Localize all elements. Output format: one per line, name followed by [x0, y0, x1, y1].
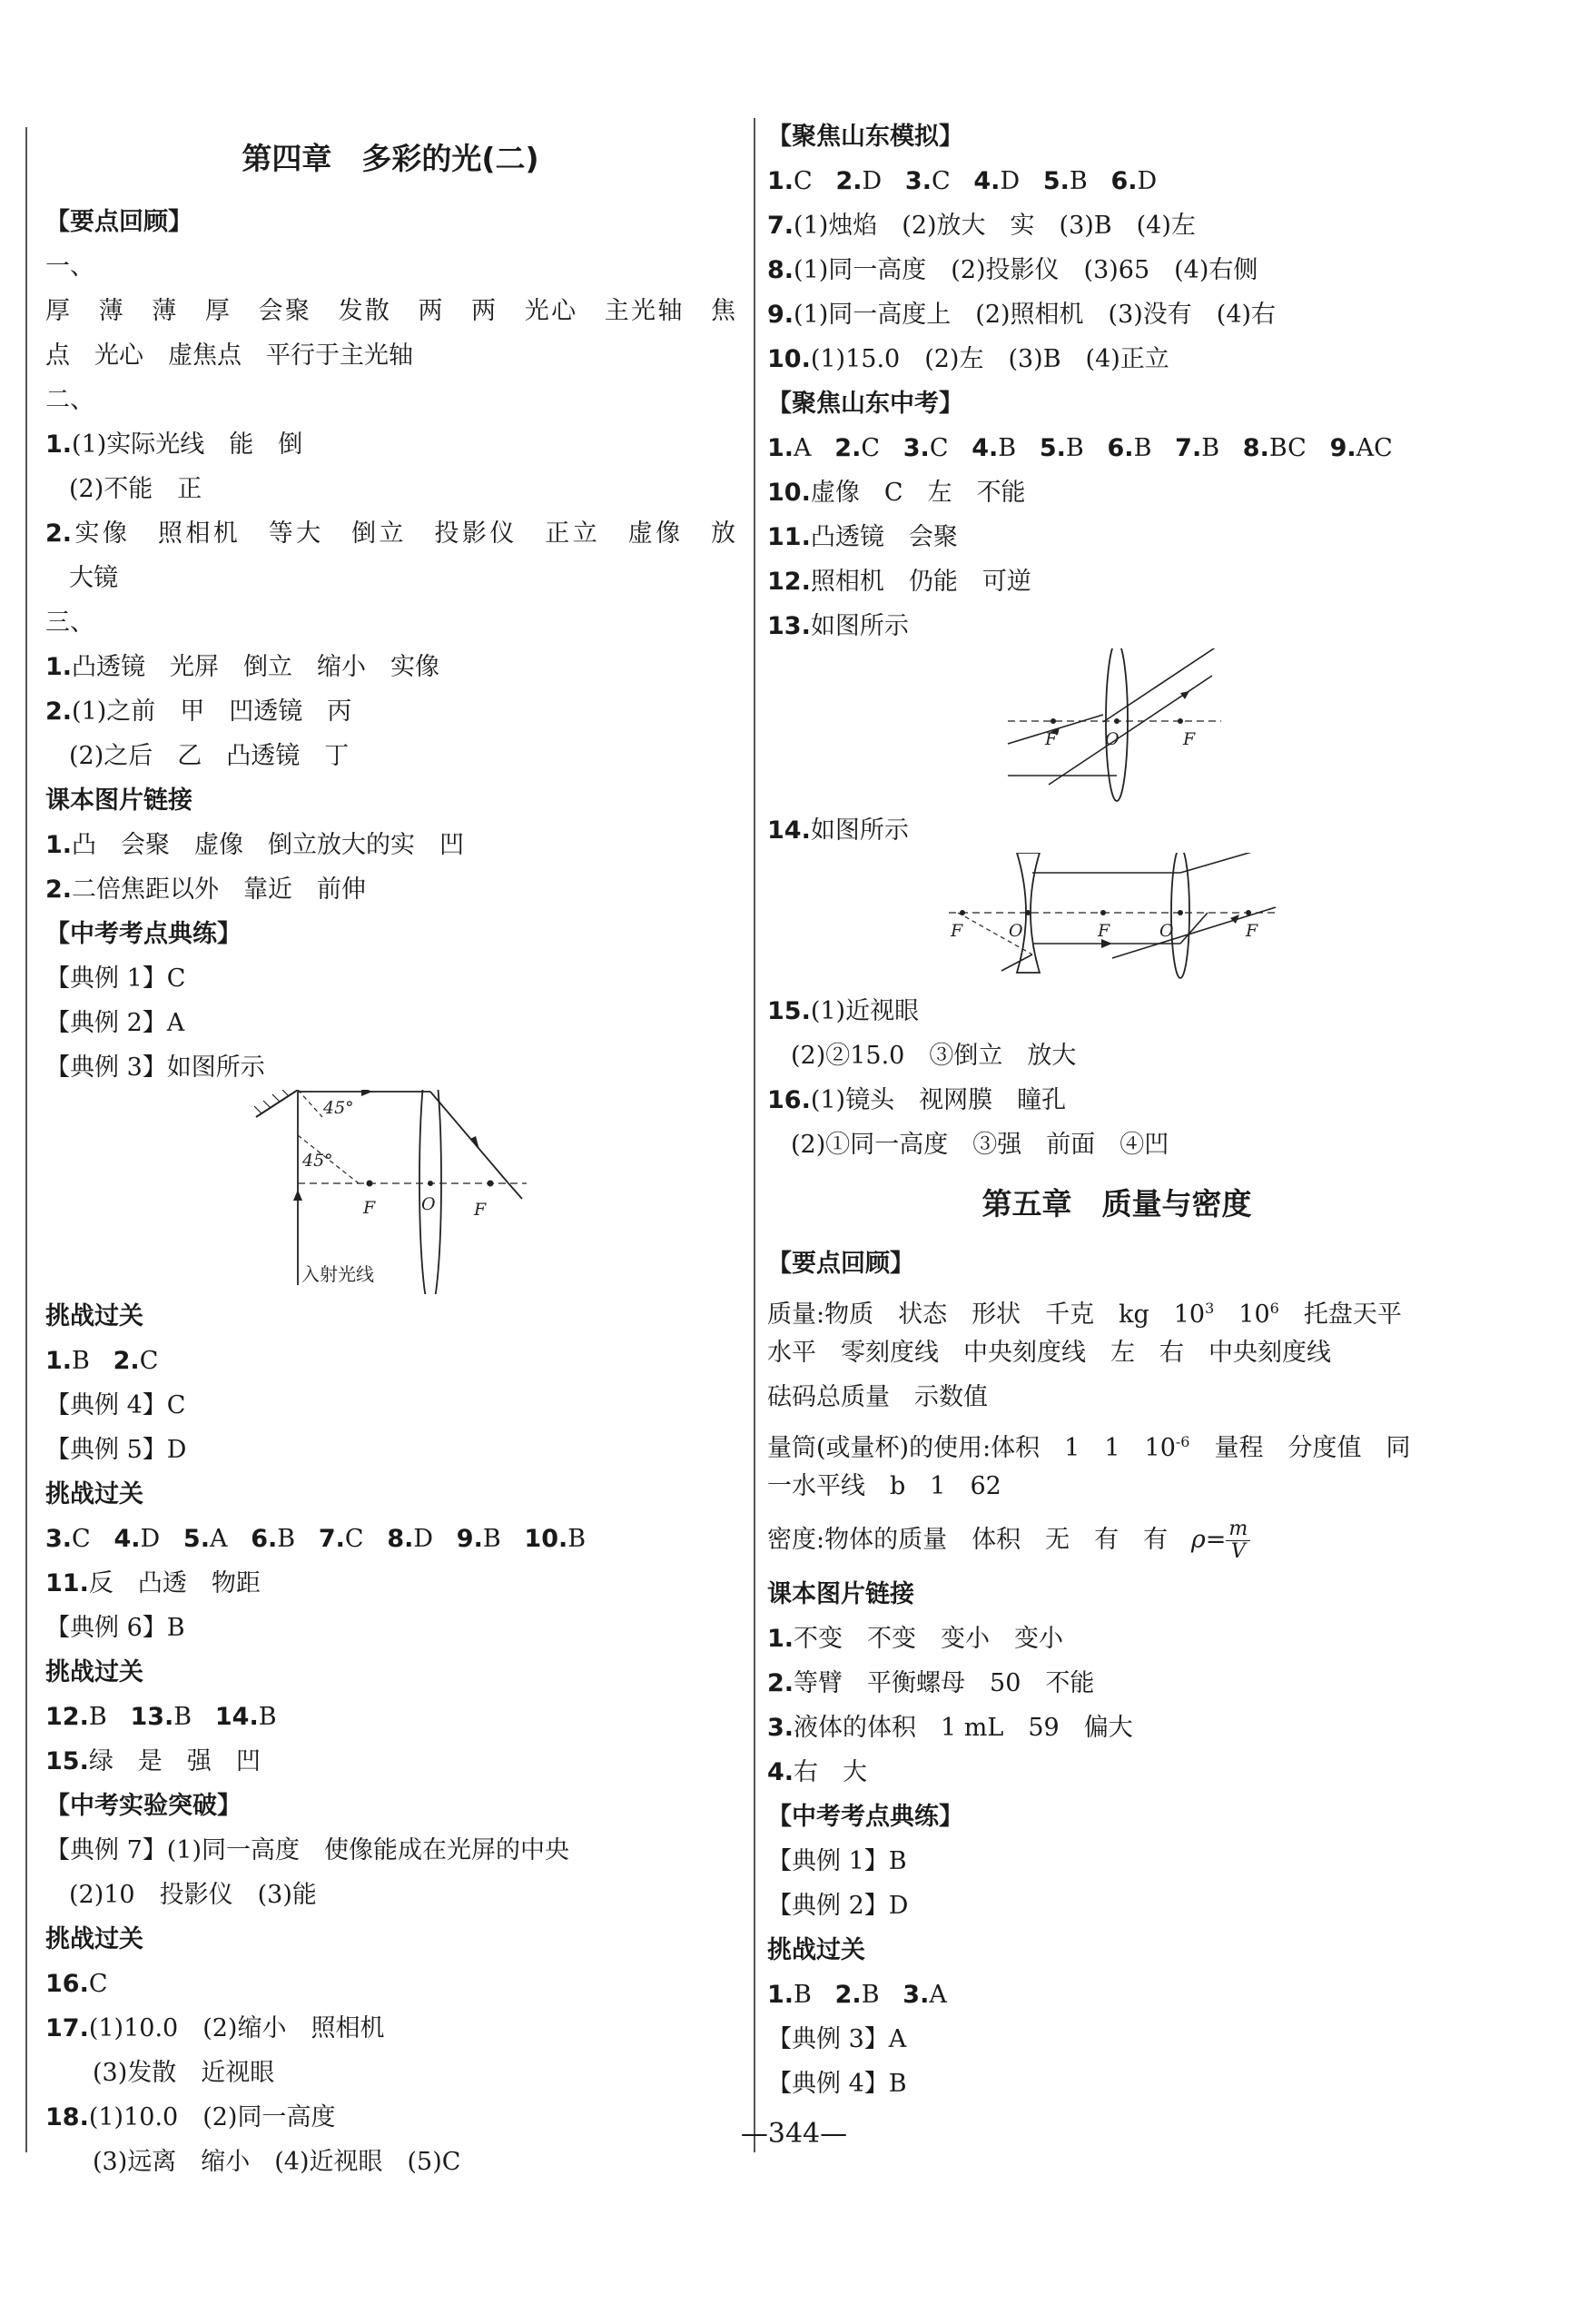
text-line: 点 光心 虚焦点 平行于主光轴 [45, 341, 413, 370]
section-heading: 挑战过关 [45, 1302, 143, 1330]
answer-line: 【典例 7】(1)同一高度 使像能成在光屏的中央 [45, 1836, 570, 1864]
answer-line: 4.右 大 [767, 1758, 868, 1786]
answer-line: 3.C 4.D 5.A 6.B 7.C 8.D 9.B 10.B [45, 1525, 587, 1553]
answer-line: (2)10 投影仪 (3)能 [69, 1881, 317, 1909]
left-margin-line [25, 127, 27, 2152]
density-formula: $\frac{m}{V}$ [1226, 1518, 1250, 1563]
text-line: 量筒(或量杯)的使用:体积 1 1 $10^{-6}$ 量程 分度值 同 [767, 1433, 1411, 1462]
answer-line: 12.B 13.B 14.B [45, 1703, 277, 1731]
answer-line: 11.凸透镜 会聚 [767, 523, 958, 551]
section-heading: 【聚焦山东中考】 [767, 390, 963, 418]
figure-14 [767, 853, 1466, 989]
answer-line: 8.(1)同一高度 (2)投影仪 (3)65 (4)右侧 [767, 256, 1258, 284]
optical-center-label: O [1009, 921, 1023, 941]
answer-line: 2.等臂 平衡螺母 50 不能 [767, 1669, 1095, 1697]
section-heading: 【聚焦山东模拟】 [767, 123, 963, 151]
answer-line: (2)①同一高度 ③强 前面 ④凹 [791, 1131, 1169, 1159]
text-line: 砝码总质量 示数值 [767, 1383, 988, 1411]
answer-line: 12.照相机 仍能 可逆 [767, 568, 1031, 596]
answer-line: 1.A 2.C 3.C 4.B 5.B 6.B 7.B 8.BC 9.AC [767, 434, 1393, 462]
answer-line: 7.(1)烛焰 (2)放大 实 (3)B (4)左 [767, 212, 1196, 240]
answer-line: 1.不变 不变 变小 变小 [767, 1625, 1064, 1653]
answer-line: 1.凸 会聚 虚像 倒立放大的实 凹 [45, 831, 465, 859]
section-heading: 【中考实验突破】 [45, 1792, 242, 1820]
section-heading: 挑战过关 [767, 1936, 865, 1964]
answer-line: 2.实像 照相机 等大 倒立 投影仪 正立 虚像 放 [45, 519, 735, 548]
text-line: 密度:物体的质量 体积 无 有 有 ρ= $\frac{m}{V}$ [767, 1508, 1466, 1572]
answer-line: 3.液体的体积 1 mL 59 偏大 [767, 1714, 1133, 1742]
angle-label: 45° [302, 1151, 333, 1171]
answer-line: 1.C 2.D 3.C 4.D 5.B 6.D [767, 167, 1158, 195]
answer-line: 18.(1)10.0 (2)同一高度 [45, 2103, 336, 2131]
answer-line: 10.(1)15.0 (2)左 (3)B (4)正立 [767, 345, 1169, 373]
answer-line: (3)发散 近视眼 [93, 2059, 275, 2087]
section-heading: 【中考考点典练】 [45, 920, 242, 948]
ray-diagram-two-lenses [767, 853, 1466, 989]
text-line: 三、 [45, 608, 94, 637]
text-line: 一、 [45, 252, 94, 281]
text-line: 二、 [45, 386, 94, 414]
section-heading: 【要点回顾】 [45, 208, 192, 236]
answer-line: 15.绿 是 强 凹 [45, 1747, 261, 1775]
answer-line: 【典例 2】A [45, 1009, 185, 1037]
optical-center-label: O [1159, 921, 1174, 941]
answer-line: 2.(1)之前 甲 凹透镜 丙 [45, 697, 352, 726]
answer-line: 1.B 2.B 3.A [767, 1981, 947, 2009]
answer-line: (2)不能 正 [69, 475, 202, 503]
answer-line: (2)之后 乙 凸透镜 丁 [69, 742, 350, 770]
incident-ray-caption: 入射光线 [301, 1263, 374, 1285]
answer-line: 16.(1)镜头 视网膜 瞳孔 [767, 1086, 1067, 1114]
focus-label: F [1098, 921, 1110, 941]
answer-line: 1.B 2.C [45, 1347, 159, 1375]
text-line: 质量:物质 状态 形状 千克 kg $10^3$ $10^6$ 托盘天平 [767, 1300, 1402, 1329]
ray-diagram-convex-lens [767, 648, 1466, 808]
answer-line: 14.如图所示 [767, 816, 909, 845]
answer-line: 16.C [45, 1970, 108, 1998]
figure-example-3 [45, 1090, 735, 1294]
section-heading: 挑战过关 [45, 1480, 143, 1508]
ray-diagram-mirror [45, 1090, 735, 1294]
focus-label: F [1246, 921, 1258, 941]
answer-line: 【典例 5】D [45, 1436, 187, 1464]
answer-line: 【典例 4】C [45, 1391, 186, 1419]
right-column [767, 114, 1466, 2106]
focus-label: F [951, 921, 963, 941]
answer-line: 11.反 凸透 物距 [45, 1569, 261, 1597]
answer-line: 1.(1)实际光线 能 倒 [45, 430, 303, 459]
figure-13 [767, 648, 1466, 808]
focus-label: F [363, 1198, 376, 1218]
section-heading: 课本图片链接 [45, 786, 192, 815]
text-line: 厚 薄 薄 厚 会聚 发散 两 两 光心 主光轴 焦 [45, 297, 735, 325]
text-line: 一水平线 b 1 62 [767, 1472, 1001, 1500]
page-number: —344— [740, 2118, 848, 2150]
answer-line: 【典例 2】D [767, 1892, 909, 1920]
chapter-title: 第四章 多彩的光(二) [242, 141, 539, 176]
focus-label: F [474, 1200, 487, 1220]
section-heading: 挑战过关 [45, 1925, 143, 1953]
answer-line: 13.如图所示 [767, 612, 909, 640]
answer-line: 17.(1)10.0 (2)缩小 照相机 [45, 2014, 385, 2042]
answer-line: 【典例 3】A [767, 2025, 907, 2053]
answer-line: 【典例 3】如图所示 [45, 1053, 265, 1082]
answer-line: 15.(1)近视眼 [767, 997, 920, 1025]
answer-line: 2.二倍焦距以外 靠近 前伸 [45, 875, 367, 904]
angle-label: 45° [323, 1098, 354, 1118]
answer-line: 9.(1)同一高度上 (2)照相机 (3)没有 (4)右 [767, 301, 1277, 329]
section-heading: 【中考考点典练】 [767, 1803, 963, 1831]
answer-line: (3)远离 缩小 (4)近视眼 (5)C [93, 2148, 461, 2176]
section-heading: 挑战过关 [45, 1658, 143, 1686]
text-line: 水平 零刻度线 中央刻度线 左 右 中央刻度线 [767, 1339, 1331, 1367]
optical-center-label: O [1105, 729, 1119, 749]
focus-label: F [1045, 729, 1058, 749]
section-heading: 【要点回顾】 [767, 1250, 914, 1278]
chapter-title: 第五章 质量与密度 [981, 1186, 1252, 1221]
optical-center-label: O [421, 1194, 436, 1214]
answer-line: 【典例 6】B [45, 1614, 185, 1642]
answer-line: 10.虚像 C 左 不能 [767, 479, 1026, 507]
column-divider-line [754, 118, 755, 2152]
focus-label: F [1183, 729, 1196, 749]
left-column [45, 118, 735, 2184]
answer-line: 【典例 1】B [767, 1847, 907, 1875]
answer-line: 1.凸透镜 光屏 倒立 缩小 实像 [45, 653, 440, 681]
section-heading: 课本图片链接 [767, 1580, 914, 1608]
answer-line: 大镜 [69, 564, 118, 592]
answer-line: (2)②15.0 ③倒立 放大 [791, 1042, 1077, 1070]
answer-line: 【典例 1】C [45, 964, 186, 993]
answer-line: 【典例 4】B [767, 2070, 907, 2098]
